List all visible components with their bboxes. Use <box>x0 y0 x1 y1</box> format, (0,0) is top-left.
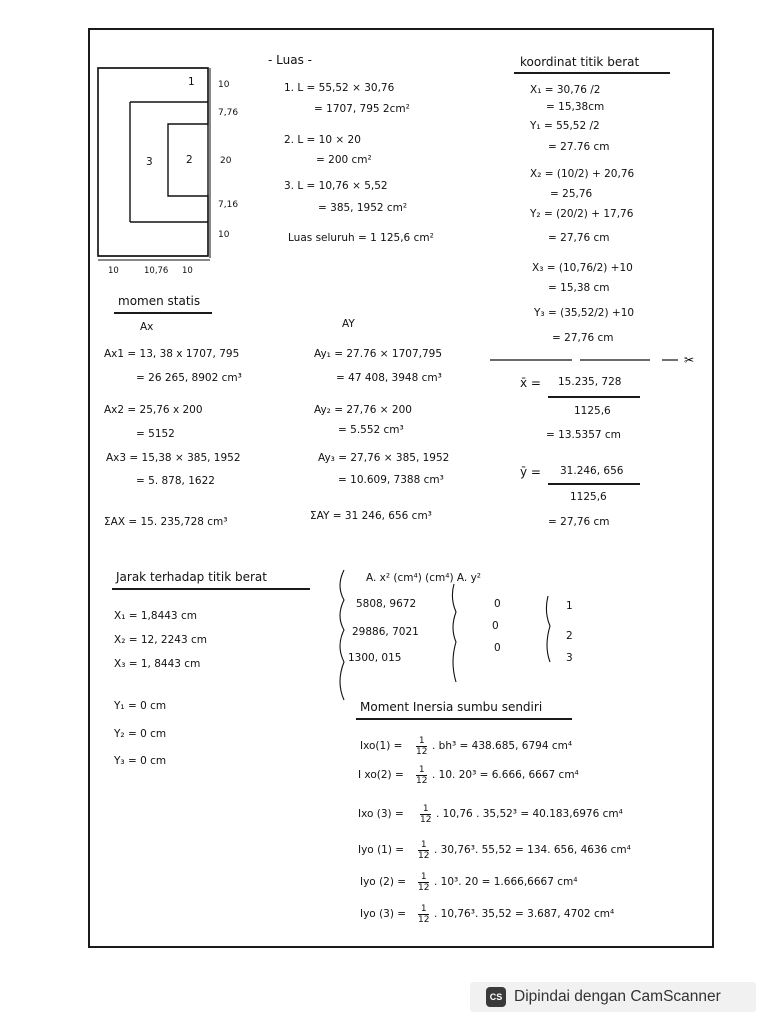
koordinat-line-4: = 27.76 cm <box>548 141 610 153</box>
luas-line-6: = 385, 1952 cm² <box>318 202 408 214</box>
koordinat-line-1: X₁ = 30,76 /2 <box>530 84 601 96</box>
table-header: A. x² (cm⁴) (cm⁴) A. y² <box>366 572 482 584</box>
inersia-row-2-label: I xo(2) = <box>358 769 404 781</box>
inersia-row-5-label: Iyo (2) = <box>360 876 407 888</box>
dim-right-1: 10 <box>218 80 230 90</box>
xbar-label: x̄ = <box>520 376 541 390</box>
luas-line-4: = 200 cm² <box>316 154 372 166</box>
momen-statis-underline <box>114 312 212 314</box>
table-ay2-row-2: 0 <box>492 620 499 632</box>
xbar-result: = 13.5357 cm <box>546 429 621 441</box>
ay-header: AY <box>342 318 355 330</box>
xbar-fraction-bar <box>548 396 640 398</box>
ay-line-3: Ay₂ = 27,76 × 200 <box>314 404 412 416</box>
luas-total: Luas seluruh = 1 125,6 cm² <box>288 232 434 244</box>
table-ax2-row-3: 1300, 015 <box>348 652 402 664</box>
xbar-denominator: 1125,6 <box>574 405 611 417</box>
inersia-row-5-value: . 10³. 20 = 1.666,6667 cm⁴ <box>434 876 578 888</box>
table-ax2-row-1: 5808, 9672 <box>356 598 417 610</box>
camscanner-label: Dipindai dengan CamScanner <box>514 988 721 1005</box>
koordinat-line-3: Y₁ = 55,52 /2 <box>530 120 600 132</box>
inersia-row-3-value: . 10,76 . 35,52³ = 40.183,6976 cm⁴ <box>436 808 623 820</box>
jarak-y1: Y₁ = 0 cm <box>114 700 167 712</box>
dim-bottom-1: 10 <box>108 266 119 276</box>
luas-line-1: 1. L = 55,52 × 30,76 <box>284 82 395 94</box>
dim-right-4: 7,16 <box>218 200 239 210</box>
luas-line-5: 3. L = 10,76 × 5,52 <box>284 180 388 192</box>
inersia-title: Moment Inersia sumbu sendiri <box>360 700 543 714</box>
jarak-underline <box>112 588 310 590</box>
ybar-result: = 27,76 cm <box>548 516 610 528</box>
ay-line-4: = 5.552 cm³ <box>338 424 404 436</box>
dim-right-5: 10 <box>218 230 230 240</box>
table-ay2-row-3: 0 <box>494 642 501 654</box>
inersia-row-4-label: Iyo (1) = <box>358 844 405 856</box>
jarak-x1: X₁ = 1,8443 cm <box>114 610 197 622</box>
ax-line-5: Ax3 = 15,38 × 385, 1952 <box>106 452 241 464</box>
luas-title: - Luas - <box>268 53 312 67</box>
camscanner-watermark <box>470 982 756 1012</box>
scissors-icon: ✂ <box>684 353 695 367</box>
koordinat-line-5: X₂ = (10/2) + 20,76 <box>530 168 635 180</box>
inersia-row-2-value: . 10. 20³ = 6.666, 6667 cm⁴ <box>432 769 579 781</box>
table-index-3: 3 <box>566 652 573 664</box>
inersia-row-1-value: . bh³ = 438.685, 6794 cm⁴ <box>432 740 573 752</box>
dim-right-2: 7,76 <box>218 108 239 118</box>
ax-header: Ax <box>140 321 154 333</box>
koordinat-line-8: = 27,76 cm <box>548 232 610 244</box>
inersia-row-4-value: . 30,76³. 55,52 = 134. 656, 4636 cm⁴ <box>434 844 631 856</box>
table-index-2: 2 <box>566 630 573 642</box>
koordinat-line-11: Y₃ = (35,52/2) +10 <box>534 307 635 319</box>
dim-bottom-3: 10 <box>182 266 193 276</box>
table-ax2-row-2: 29886, 7021 <box>352 626 419 638</box>
koordinat-line-6: = 25,76 <box>550 188 593 200</box>
inersia-underline <box>356 718 572 720</box>
koordinat-line-12: = 27,76 cm <box>552 332 614 344</box>
ybar-denominator: 1125,6 <box>570 491 607 503</box>
ax-line-6: = 5. 878, 1622 <box>136 475 215 487</box>
dim-bottom-2: 10,76 <box>144 266 169 276</box>
ax-line-1: Ax1 = 13, 38 x 1707, 795 <box>104 348 240 360</box>
luas-line-3: 2. L = 10 × 20 <box>284 134 361 146</box>
ax-line-3: Ax2 = 25,76 x 200 <box>104 404 203 416</box>
ybar-label: ȳ = <box>520 465 541 479</box>
koordinat-line-7: Y₂ = (20/2) + 17,76 <box>530 208 634 220</box>
ay-line-2: = 47 408, 3948 cm³ <box>336 372 442 384</box>
koordinat-underline <box>514 72 670 74</box>
dim-right-3: 20 <box>220 156 232 166</box>
inersia-row-6-fraction: $\frac{1}{12}$ <box>418 904 430 925</box>
momen-statis-title: momen statis <box>118 294 201 308</box>
koordinat-line-9: X₃ = (10,76/2) +10 <box>532 262 633 274</box>
luas-line-2: = 1707, 795 2cm² <box>314 103 410 115</box>
inersia-row-5-fraction: $\frac{1}{12}$ <box>418 872 430 893</box>
table-ay2-row-1: 0 <box>494 598 501 610</box>
inersia-row-3-label: Ixo (3) = <box>358 808 404 820</box>
cut-line <box>490 350 706 368</box>
koordinat-title: koordinat titik berat <box>520 55 640 69</box>
table-index-1: 1 <box>566 600 573 612</box>
jarak-x2: X₂ = 12, 2243 cm <box>114 634 207 646</box>
camscanner-logo-icon: CS <box>486 987 506 1007</box>
jarak-x3: X₃ = 1, 8443 cm <box>114 658 201 670</box>
part-label-2: 2 <box>186 154 193 166</box>
jarak-title: Jarak terhadap titik berat <box>116 570 267 584</box>
ax-line-2: = 26 265, 8902 cm³ <box>136 372 242 384</box>
inersia-row-6-label: Iyo (3) = <box>360 908 407 920</box>
part-label-3: 3 <box>146 156 153 168</box>
inersia-row-3-fraction: $\frac{1}{12}$ <box>420 804 432 825</box>
table-brackets <box>326 566 576 716</box>
ay-line-1: Ay₁ = 27.76 × 1707,795 <box>314 348 442 360</box>
inersia-row-1-label: Ixo(1) = <box>360 740 403 752</box>
jarak-y3: Y₃ = 0 cm <box>114 755 167 767</box>
inersia-row-1-fraction: $\frac{1}{12}$ <box>416 736 428 757</box>
ay-line-5: Ay₃ = 27,76 × 385, 1952 <box>318 452 450 464</box>
inersia-row-2-fraction: $\frac{1}{12}$ <box>416 765 428 786</box>
ay-sum: ΣAY = 31 246, 656 cm³ <box>310 510 432 522</box>
inersia-row-4-fraction: $\frac{1}{12}$ <box>418 840 430 861</box>
part-label-1: 1 <box>188 76 195 88</box>
koordinat-line-2: = 15,38cm <box>546 101 605 113</box>
cross-section-diagram <box>92 60 252 280</box>
ay-line-6: = 10.609, 7388 cm³ <box>338 474 444 486</box>
koordinat-line-10: = 15,38 cm <box>548 282 610 294</box>
ybar-numerator: 31.246, 656 <box>560 465 624 477</box>
ax-sum: ΣAX = 15. 235,728 cm³ <box>104 516 228 528</box>
ybar-fraction-bar <box>548 483 640 485</box>
xbar-numerator: 15.235, 728 <box>558 376 622 388</box>
jarak-y2: Y₂ = 0 cm <box>114 728 167 740</box>
inersia-row-6-value: . 10,76³. 35,52 = 3.687, 4702 cm⁴ <box>434 908 615 920</box>
ax-line-4: = 5152 <box>136 428 175 440</box>
